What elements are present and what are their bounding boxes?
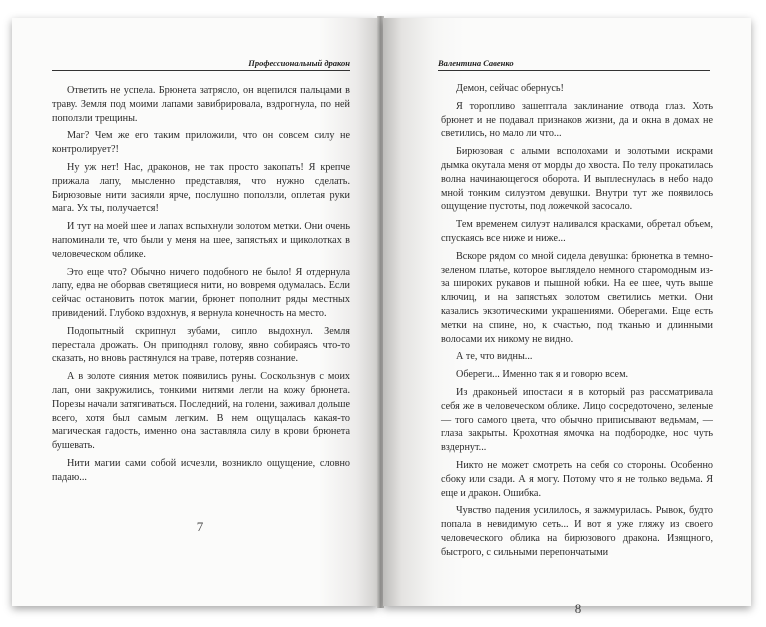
paragraph: Демон, сейчас обернусь! [456, 83, 564, 94]
paragraph: Нити магии сами собой исчезли, возникло ощущение, словно падаю... [52, 457, 350, 483]
paragraph: Ответить не успела. Брюнета затрясло, он вцепился пальцами в траву. Земля под моими лапами завибрировала, вздрогнула, по ней поползли трещины. [52, 85, 350, 124]
paragraph: Подопытный скрипнул зубами, сипло выдохнул. Земля перестала дрожать. Он приподнял голову, явно собираясь что-то сказать, но вновь растянулся на траве, потеряв сознание. [52, 325, 350, 365]
paragraph: Из драконьей ипостаси я в который раз рассматривала себя же в человеческом облике. Лицо сосредоточено, зеленые — того самого цвета, что обычно приписывают ведьмам, — глаза закрыты. Крохотная ямочка на подбородке, нос чуть вздернут... [441, 386, 713, 454]
paragraph: Я торопливо зашептала заклинание отвода глаз. Хоть брюнет и не подавал признаков жизни, да и окна в домах не светились, но мало ли что... [441, 100, 713, 140]
paragraph: А в золоте сияния меток появились руны. Соскользнув с моих лап, они закружились, тонкими нитями легли на кожу брюнета. Порезы начали затягиваться. Последний, на голени, заживал дольше всего, хотя был самым легким. В нем ощущалась какая-то магическая гадость, именно она заставляла силу в крови брюнета бушевать. [52, 371, 350, 452]
left-page-text [52, 84, 350, 489]
paragraph: А те, что видны... [456, 351, 533, 363]
right-page-text [441, 82, 713, 564]
running-header-left: Профессиональный дракон [52, 57, 350, 71]
page-number-left: 7 [196, 519, 204, 534]
left-page [12, 18, 378, 606]
paragraph: Маг? Чем же его таким приложили, что он совсем силу не контролирует?! [52, 130, 350, 156]
paragraph: Ну уж нет! Нас, драконов, не так просто закопать! Я крепче прижала лапу, мысленно представляя, что нужно сделать. Бирюзовые нити засияли ярче, послушно поползли, оплетая руки мага. Ух ты, получается! [52, 161, 350, 215]
paragraph: Обереги... Именно так я и говорю всем. [456, 369, 629, 381]
paragraph: Вскоре рядом со мной сидела девушка: брюнетка в темно-зеленом платье, которое выглядело немного старомодным из-за широких рукавов и пышной юбки. На ее шее, чуть выше ключиц, и на запястьях золотом светились метки. Они казались экзотическими украшениями. Оберегами. Еще есть метки на спине, но, к счастью, под тканью и длинными волосами их никому не видно. [441, 250, 713, 345]
paragraph: Это еще что? Обычно ничего подобного не было! Я отдернула лапу, едва не оборвав светящиеся нити, но вовремя одумалась. Если сейчас остановить поток магии, брюнет пополнит ряды местных привидений. Глубоко вздохнув, я вернула конечность на место. [52, 266, 350, 319]
running-header-right: Валентина Савенко [438, 57, 710, 71]
paragraph: Никто не может смотреть на себя со стороны. Особенно сбоку или сзади. А я могу. Потому что я не только ведьма. Я еще и дракон. Ошибка. [441, 459, 713, 499]
paragraph: Бирюзовая с алыми всполохами и золотыми искрами дымка окутала меня от морды до хвоста. По телу прокатилась волна начинающегося оборота. И выплеснулась в небо надо мной тонким силуэтом девушки. Внутри тут же появилось ощущение пустоты, под ложечкой засосало. [441, 146, 713, 213]
right-page [383, 18, 751, 616]
paragraph: И тут на моей шее и лапах вспыхнули золотом метки. Они очень напоминали те, что были у меня на шее, запястьях и щиколотках в человеческом облике. [52, 221, 350, 260]
page-number-right: 8 [574, 601, 582, 616]
paragraph: Чувство падения усилилось, я зажмурилась. Рывок, будто попала в невидимую сеть... И вот я уже гляжу из своего человеческого облика на бирюзового дракона. Изящного, быстрого, с сильными перепончатыми [441, 505, 713, 558]
paragraph: Тем временем силуэт наливался красками, обретал объем, спускаясь все ниже и ниже... [441, 219, 713, 244]
